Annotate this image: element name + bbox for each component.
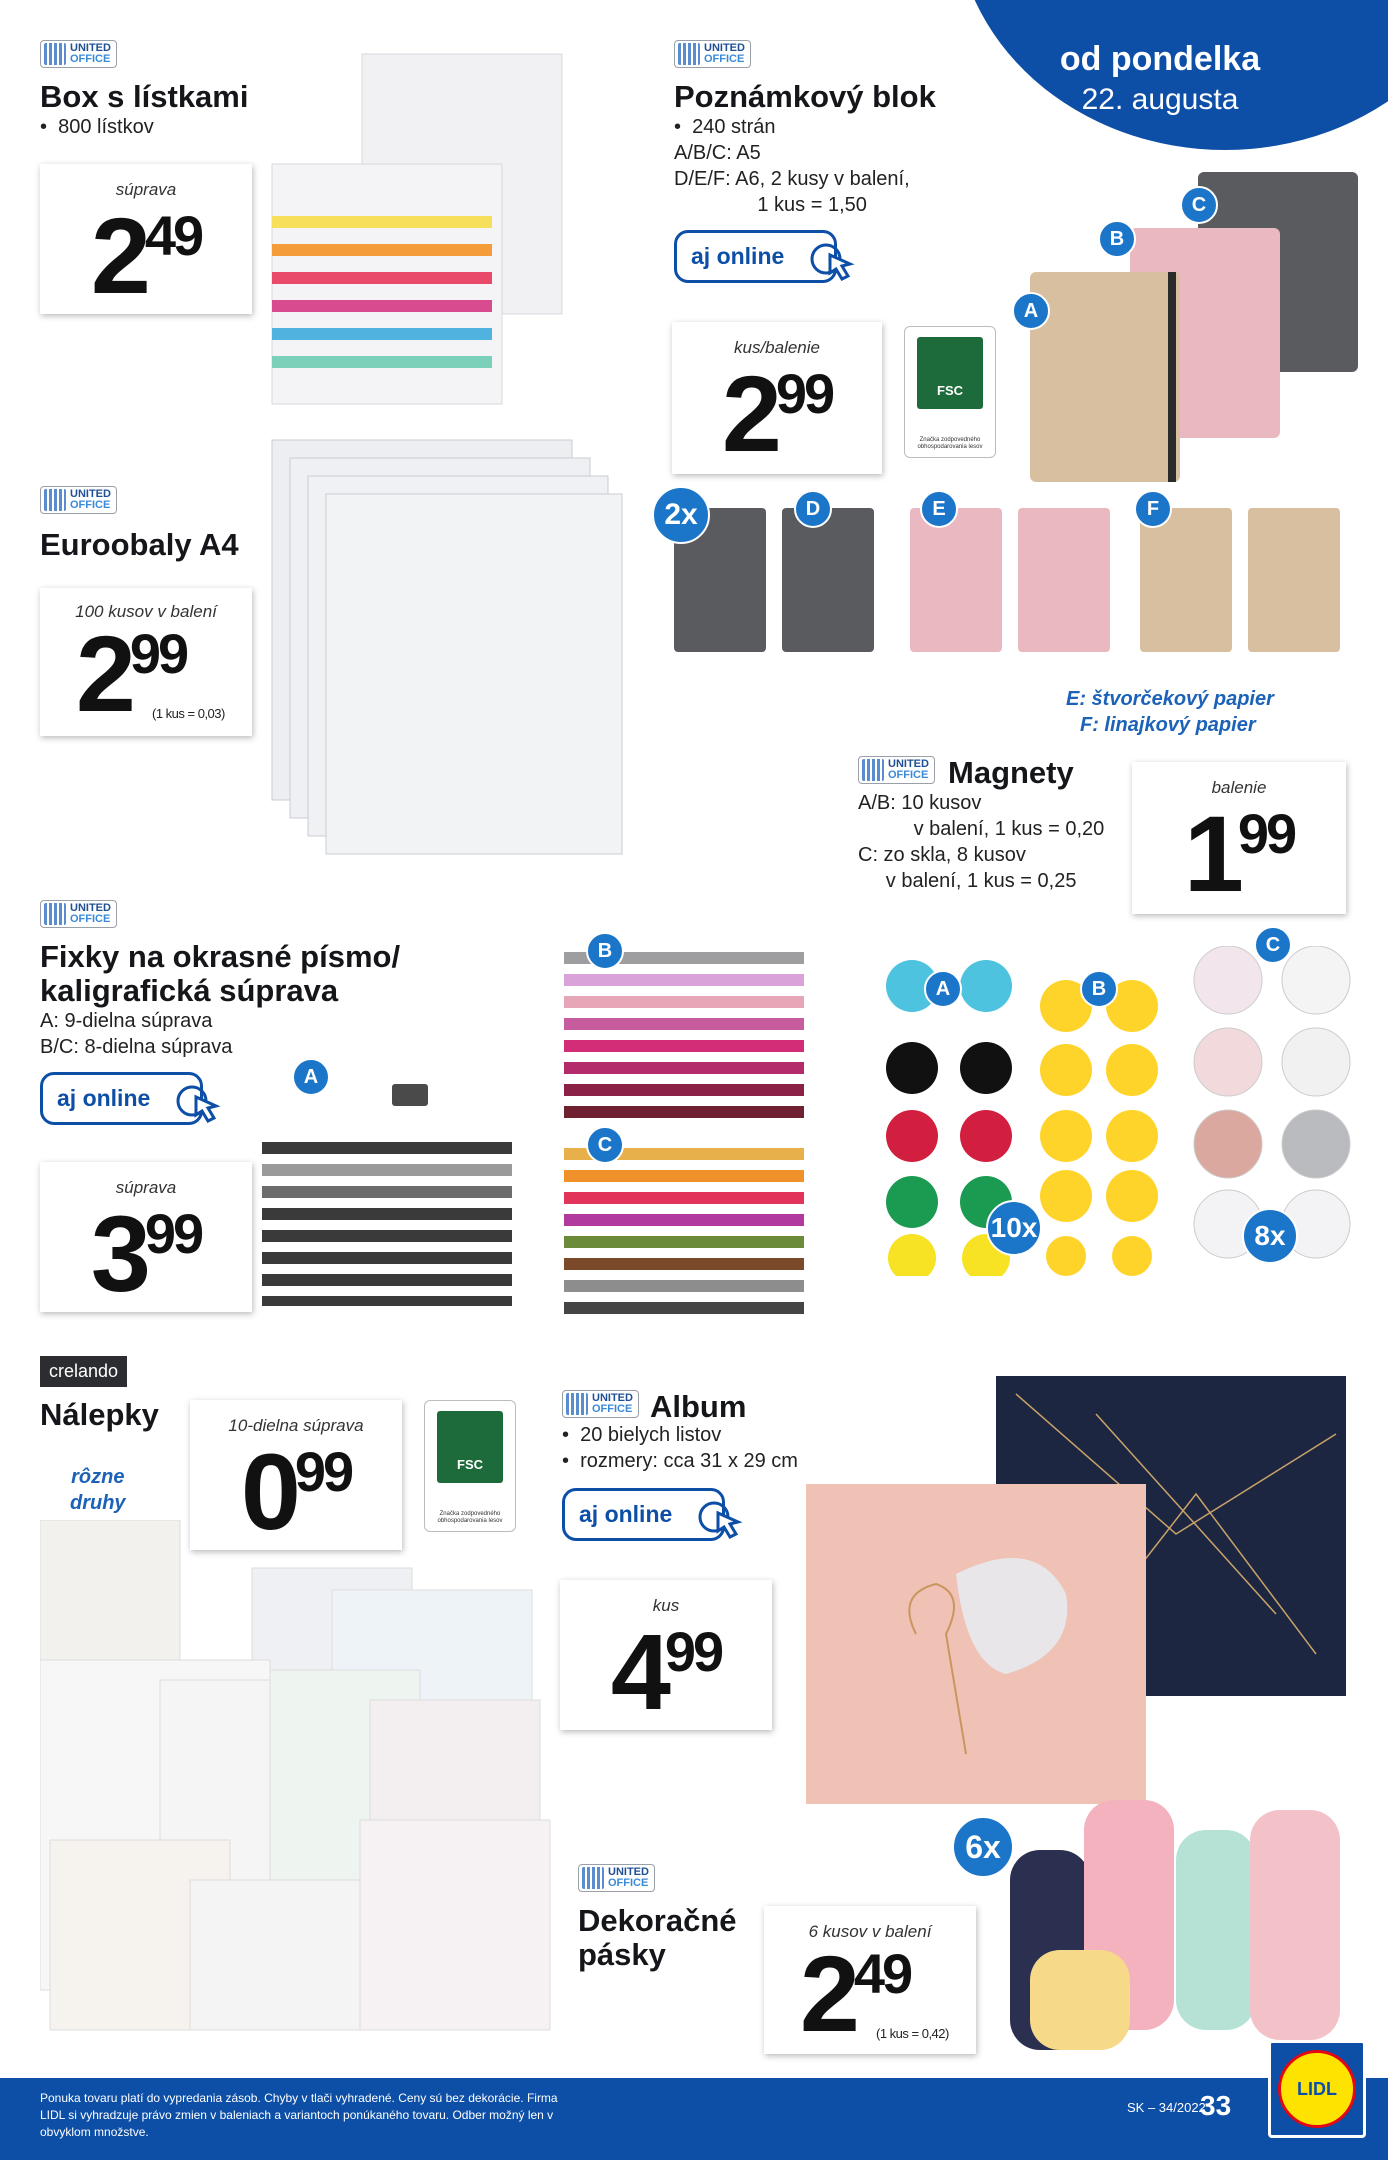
product-title-fixky: Fixky na okrasné písmo/ kaligrafická súprava <box>40 939 401 1008</box>
multi-pack-badge-6x: 6x <box>952 1816 1014 1878</box>
fsc-logo: FSC Značka zodpovedného obhospodarovania lesov <box>904 326 996 458</box>
album-image <box>796 1374 1356 1814</box>
united-office-logo: UNITED OFFICE <box>674 40 751 68</box>
price-card-euroobaly: 100 kusov v balení 299 (1 kus = 0,03) <box>40 588 252 736</box>
price-box: 249 <box>90 195 202 316</box>
product-details-magnety: A/B: 10 kusov v balení, 1 kus = 0,20 C: zo skla, 8 kusov v balení, 1 kus = 0,25 <box>858 792 1105 892</box>
sticky-notes-image <box>262 44 572 414</box>
brand-grid-icon <box>566 1393 588 1415</box>
brand-grid-icon <box>44 489 66 511</box>
price-card-album: kus 499 <box>560 1580 772 1730</box>
price-card-fixky: súprava 399 <box>40 1162 252 1312</box>
price-card-pasky: 6 kusov v balení 249 (1 kus = 0,42) <box>764 1906 976 2054</box>
price-fixky: 399 <box>90 1193 202 1314</box>
product-title-magnety: Magnety <box>948 755 1074 790</box>
online-button-blok[interactable]: aj online <box>674 230 837 283</box>
crelando-logo: crelando <box>40 1356 127 1387</box>
banner-line-2: 22. augusta <box>1081 83 1239 116</box>
badge-c: C <box>1254 926 1292 964</box>
price-card-box: súprava 249 <box>40 164 252 314</box>
badge-f: F <box>1134 490 1172 528</box>
badge-c: C <box>1180 186 1218 224</box>
badge-a: A <box>1012 292 1050 330</box>
notebooks-def-image <box>670 504 1350 688</box>
paper-type-e: E: štvorčekový papier <box>1066 688 1274 710</box>
various-kinds-label: rôzne druhy <box>70 1466 126 1514</box>
brand-grid-icon <box>862 759 884 781</box>
multi-pack-badge-10x: 10x <box>986 1200 1042 1256</box>
united-office-logo: UNITED OFFICE <box>858 756 935 784</box>
sheet-protectors-image <box>262 430 632 870</box>
price-euroobaly: 299 <box>75 613 187 734</box>
banner-line-1: od pondelka <box>1059 40 1261 78</box>
online-button-fixky[interactable]: aj online <box>40 1072 203 1125</box>
badge-c: C <box>586 1126 624 1164</box>
lidl-logo: LIDL <box>1268 2040 1366 2138</box>
product-title-euroobaly: Euroobaly A4 <box>40 527 239 562</box>
issue-number: SK – 34/2022 <box>1127 2100 1206 2115</box>
price-card-nalepky: 10-dielna súprava 099 <box>190 1400 402 1550</box>
badge-e: E <box>920 490 958 528</box>
price-card-blok: kus/balenie 299 <box>672 322 882 474</box>
brand-grid-icon <box>582 1867 604 1889</box>
badge-b: B <box>586 932 624 970</box>
product-title-pasky: Dekoračné pásky <box>578 1903 737 1972</box>
badge-a: A <box>292 1058 330 1096</box>
unit-price-pasky: (1 kus = 0,42) <box>876 2026 949 2041</box>
brand-grid-icon <box>678 43 700 65</box>
footer-bar <box>0 2078 1388 2160</box>
product-details-blok: • 240 strán A/B/C: A5 D/E/F: A6, 2 kusy v balení, 1 kus = 1,50 <box>674 116 910 216</box>
badge-b: B <box>1098 220 1136 258</box>
footer-disclaimer: Ponuka tovaru platí do vypredania zásob. Chyby v tlači vyhradené. Ceny sú bez dekorácie. Firma LIDL si vyhradzuje právo zmien v baleniach a variantoch ponúkaného tovaru. Odber možný len v obvyklom množstve. <box>40 2091 558 2139</box>
united-office-logo: UNITED OFFICE <box>40 486 117 514</box>
badge-b: B <box>1080 970 1118 1008</box>
hand-pointer-icon <box>804 239 862 283</box>
price-pasky: 249 <box>799 1933 911 2054</box>
page-number: 33 <box>1200 2090 1232 2121</box>
badge-a: A <box>924 970 962 1008</box>
united-office-logo: UNITED OFFICE <box>40 900 117 928</box>
multi-pack-badge-2x: 2x <box>652 486 710 544</box>
multi-pack-badge-8x: 8x <box>1242 1208 1298 1264</box>
product-title-album: Album <box>650 1389 747 1424</box>
product-title-nalepky: Nálepky <box>40 1397 159 1432</box>
badge-d: D <box>794 490 832 528</box>
product-details-fixky: A: 9-dielna súprava B/C: 8-dielna súprava <box>40 1010 233 1058</box>
hand-pointer-icon <box>692 1497 750 1541</box>
united-office-logo: UNITED OFFICE <box>40 40 117 68</box>
calligraphy-pens-a-image <box>262 1080 562 1310</box>
price-card-magnety: balenie 199 <box>1132 762 1346 914</box>
fsc-logo: FSC Značka zodpovedného obhospodarovania lesov <box>424 1400 516 1532</box>
product-title-blok: Poznámkový blok <box>674 79 936 114</box>
product-title-box: Box s lístkami <box>40 79 249 114</box>
price-album: 499 <box>610 1611 722 1732</box>
online-button-album[interactable]: aj online <box>562 1488 725 1541</box>
united-office-logo: UNITED OFFICE <box>562 1390 639 1418</box>
brand-grid-icon <box>44 903 66 925</box>
united-office-logo: UNITED OFFICE <box>578 1864 655 1892</box>
paper-type-f: F: linajkový papier <box>1080 714 1256 736</box>
date-banner-text <box>1010 40 1310 117</box>
stickers-image <box>40 1520 560 2040</box>
price-nalepky: 099 <box>240 1431 352 1552</box>
price-blok: 299 <box>721 353 833 474</box>
price-magnety: 199 <box>1183 793 1295 914</box>
product-details-album: • 20 bielych listov • rozmery: cca 31 x 29 cm <box>562 1424 798 1472</box>
unit-price-euroobaly: (1 kus = 0,03) <box>152 706 225 721</box>
washi-tapes-image <box>1000 1790 1360 2070</box>
hand-pointer-icon <box>170 1081 228 1125</box>
brand-grid-icon <box>44 43 66 65</box>
product-details-box: • 800 lístkov <box>40 116 154 138</box>
